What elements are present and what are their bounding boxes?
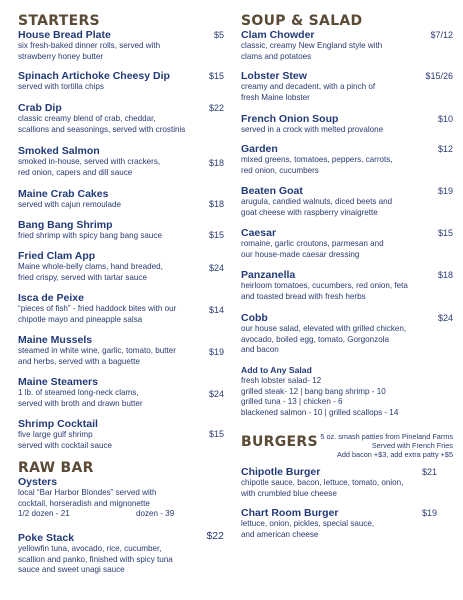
item-name: Crab Dip — [18, 102, 62, 114]
item-desc: yellowfin tuna, avocado, rice, cucumber, — [18, 544, 162, 553]
item-desc: local “Bar Harbor Blondes” served with — [18, 488, 157, 497]
item-name: House Bread Plate — [18, 29, 111, 41]
item-price: $24 — [437, 313, 453, 323]
burgers-note-line: 5 oz. smash patties from Pineland Farms — [320, 432, 453, 441]
item-name: Shrimp Cocktail — [18, 418, 98, 430]
menu-item-spinach-artichoke-dip — [18, 70, 224, 93]
burgers-title: BURGERS — [241, 434, 318, 450]
burgers-note — [320, 432, 453, 460]
item-desc: served with tortilla chips — [18, 82, 104, 91]
item-name: Garden — [241, 143, 278, 155]
item-desc: fried crispy, served with tartar sauce — [18, 272, 147, 282]
item-price: $19 — [421, 508, 437, 518]
item-desc: and bacon — [241, 345, 279, 354]
menu-item-oysters — [18, 476, 224, 520]
item-desc: strawberry honey butter — [18, 51, 104, 61]
item-name: Spinach Artichoke Cheesy Dip — [18, 70, 170, 82]
item-name: Fried Clam App — [18, 250, 96, 262]
item-name: Panzanella — [241, 269, 296, 281]
item-desc: chipotle sauce, bacon, lettuce, tomato, onion, — [241, 478, 404, 487]
menu-item-poke-stack — [18, 532, 224, 576]
item-desc: “pieces of fish” - fried haddock bites with our — [18, 304, 177, 313]
item-desc: arugula, candied walnuts, diced beets and — [241, 197, 393, 206]
menu-item-isca-de-peixe — [18, 292, 224, 325]
addon-line: blackened salmon - 10 | grilled scallops - 14 — [241, 407, 399, 417]
item-price: $21 — [421, 467, 437, 477]
item-desc: red onion, cucumbers — [241, 165, 319, 175]
item-desc: 1 lb. of steamed long-neck clams, — [18, 388, 139, 397]
item-price: $24 — [208, 263, 224, 273]
item-desc: and american cheese — [241, 529, 319, 539]
item-desc: served in a crock with melted provalone — [241, 125, 384, 134]
item-desc: served with cajun remoulade — [18, 200, 122, 209]
oysters-half-dozen: 1/2 dozen - 21 — [18, 509, 70, 518]
item-desc: scallions and seasonings, served with crostinis — [18, 124, 186, 134]
item-desc: goat cheese with raspberry vinaigrette — [241, 207, 378, 217]
item-price: $10 — [437, 114, 453, 124]
item-price: $15 — [437, 228, 453, 238]
menu-item-smoked-salmon — [18, 145, 224, 178]
item-price: $18 — [437, 270, 453, 280]
menu-item-shrimp-cocktail — [18, 418, 224, 451]
item-price: $18 — [208, 199, 224, 209]
item-desc: mixed greens, tomatoes, peppers, carrots, — [241, 155, 393, 164]
item-desc: creamy and decadent, with a pinch of — [241, 82, 376, 91]
item-name: Clam Chowder — [241, 29, 315, 41]
item-desc: five large gulf shrimp — [18, 430, 93, 439]
item-price: $12 — [437, 144, 453, 154]
item-desc: steamed in white wine, garlic, tomato, butter — [18, 346, 176, 355]
menu-item-lobster-stew — [241, 70, 453, 103]
menu-item-clam-chowder — [241, 29, 453, 62]
menu-item-panzanella — [241, 269, 453, 302]
item-name: Lobster Stew — [241, 70, 307, 82]
item-name: Poke Stack — [18, 532, 75, 544]
burgers-note-line: Add bacon +$3, add extra patty +$5 — [336, 450, 453, 460]
item-desc: romaine, garlic croutons, parmesan and — [241, 239, 384, 248]
item-desc: red onion, capers and dill sauce — [18, 167, 133, 177]
oysters-dozen: dozen - 39 — [136, 509, 175, 518]
item-name: French Onion Soup — [241, 113, 339, 125]
oysters-price-line — [18, 509, 224, 520]
item-price: $19 — [208, 347, 224, 357]
item-name: Isca de Peixe — [18, 292, 84, 304]
menu-item-beaten-goat — [241, 185, 453, 218]
item-desc: lettuce, onion, pickles, special sauce, — [241, 519, 375, 528]
item-desc: cocktail, horseradish and mignonette — [18, 498, 150, 508]
menu-item-garden-salad — [241, 143, 453, 176]
item-name: Cobb — [241, 312, 268, 324]
item-price: $24 — [208, 389, 224, 399]
item-desc: smoked in-house, served with crackers, — [18, 157, 161, 166]
item-desc: Maine whole-belly clams, hand breaded, — [18, 262, 163, 271]
item-price: $15 — [208, 71, 224, 81]
item-price: $22 — [208, 103, 224, 113]
addon-line: grilled steak- 12 | bang bang shrimp - 10 — [241, 386, 386, 396]
item-price: $7/12 — [430, 30, 453, 40]
menu-item-bang-bang-shrimp — [18, 219, 224, 242]
item-desc: fried shrimp with spicy bang bang sauce — [18, 231, 162, 240]
item-price: $15/26 — [425, 71, 453, 81]
menu-item-fried-clam-app — [18, 250, 224, 283]
menu-item-house-bread-plate — [18, 29, 224, 62]
item-desc: heirloom tomatoes, cucumbers, red onion, feta — [241, 281, 408, 290]
item-desc: and toasted bread with fresh herbs — [241, 291, 366, 301]
item-desc: scallion and panko, finished with spicy tuna — [18, 554, 173, 564]
menu-item-caesar — [241, 227, 453, 260]
menu-item-chipotle-burger — [241, 466, 453, 499]
item-name: Oysters — [18, 476, 58, 488]
item-desc: served with broth and drawn butter — [18, 398, 143, 408]
addons-title: Add to Any Salad — [241, 365, 312, 375]
item-price: $22 — [206, 530, 224, 542]
menu-item-maine-crab-cakes — [18, 188, 224, 211]
menu-item-french-onion-soup — [241, 113, 453, 136]
item-name: Maine Steamers — [18, 376, 98, 388]
item-price: $5 — [213, 30, 224, 40]
item-desc: fresh Maine lobster — [241, 92, 310, 102]
item-price: $15 — [208, 230, 224, 240]
item-name: Chart Room Burger — [241, 507, 339, 519]
item-desc: classic, creamy New England style with — [241, 41, 383, 50]
menu-item-maine-steamers — [18, 376, 224, 409]
item-name: Bang Bang Shrimp — [18, 219, 113, 231]
raw-bar-title: RAW BAR — [18, 460, 94, 476]
menu-item-chart-room-burger — [241, 507, 453, 540]
item-desc: classic creamy blend of crab, cheddar, — [18, 114, 156, 123]
item-price: $18 — [208, 158, 224, 168]
item-price: $14 — [208, 305, 224, 315]
menu-item-crab-dip — [18, 102, 224, 135]
item-desc: clams and potatoes — [241, 51, 312, 61]
item-name: Smoked Salmon — [18, 145, 100, 157]
item-name: Maine Crab Cakes — [18, 188, 109, 200]
item-desc: served with cocktail sauce — [18, 440, 113, 450]
item-desc: with crumbled blue cheese — [241, 488, 337, 498]
item-desc: avocado, boiled egg, tomato, Gorgonzola — [241, 334, 390, 344]
salad-addons — [241, 365, 453, 418]
item-desc: sauce and sweet unagi sauce — [18, 565, 125, 574]
item-name: Beaten Goat — [241, 185, 303, 197]
item-desc: chipotle mayo and pineapple salsa — [18, 314, 143, 324]
menu-item-cobb — [241, 312, 453, 356]
item-desc: six fresh-baked dinner rolls, served with — [18, 41, 161, 50]
starters-title: STARTERS — [18, 13, 100, 29]
item-price: $19 — [437, 186, 453, 196]
burgers-note-line: Served with French Fries — [371, 441, 453, 451]
addon-line: fresh lobster salad- 12 — [241, 376, 322, 385]
menu-item-maine-mussels — [18, 334, 224, 367]
item-name: Chipotle Burger — [241, 466, 321, 478]
item-desc: and herbs, served with a baguette — [18, 356, 140, 366]
item-name: Caesar — [241, 227, 277, 239]
item-desc: our house salad, elevated with grilled chicken, — [241, 324, 407, 333]
item-price: $15 — [208, 429, 224, 439]
item-desc: our house-made caesar dressing — [241, 249, 360, 259]
addon-line: grilled tuna - 13 | chicken - 6 — [241, 397, 343, 407]
soup-salad-title: SOUP & SALAD — [241, 13, 363, 29]
item-name: Maine Mussels — [18, 334, 93, 346]
